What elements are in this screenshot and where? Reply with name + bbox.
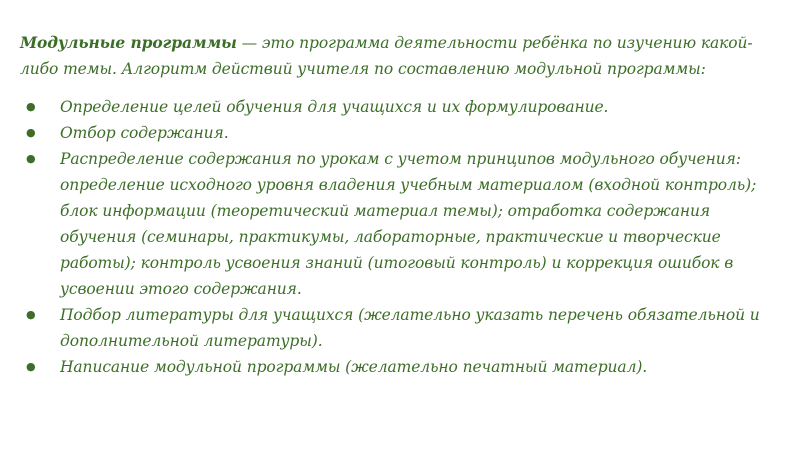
bullet-dot-icon: ●: [26, 360, 36, 373]
list-item: [20, 120, 770, 146]
list-item-text: Написание модульной программы (желательно печатный материал).: [60, 358, 648, 376]
list-item-text: Подбор литературы для учащихся (желательно указать перечень обязательной и дополнительной литературы).: [60, 306, 760, 350]
list-item: [20, 146, 770, 302]
list-item-text: Распределение содержания по урокам с учетом принципов модульного обучения: определение исходного уровня владения учебным материалом (входной контроль); блок информации (теоретический материал темы); отработка содержания обучения (семинары, практикумы, лабораторные, практические и творческие работы); контроль усвоения знаний (итоговый контроль) и коррекция ошибок в усвоении этого содержания.: [60, 150, 757, 298]
bullet-dot-icon: ●: [26, 126, 36, 139]
list-item-text: Определение целей обучения для учащихся и их формулирование.: [60, 98, 609, 116]
list-item-text: Отбор содержания.: [60, 124, 229, 142]
intro-paragraph: [20, 30, 770, 82]
bullet-dot-icon: ●: [26, 152, 36, 165]
list-item: [20, 302, 770, 354]
bullet-dot-icon: ●: [26, 100, 36, 113]
algorithm-steps-list: [20, 94, 770, 380]
bullet-dot-icon: ●: [26, 308, 36, 321]
list-item: [20, 354, 770, 380]
list-item: [20, 94, 770, 120]
intro-term: Модульные программы: [20, 33, 237, 52]
intro-definition: — это программа деятельности ребёнка по изучению какой-либо темы. Алгоритм действий учителя по составлению модульной программы:: [20, 34, 753, 78]
